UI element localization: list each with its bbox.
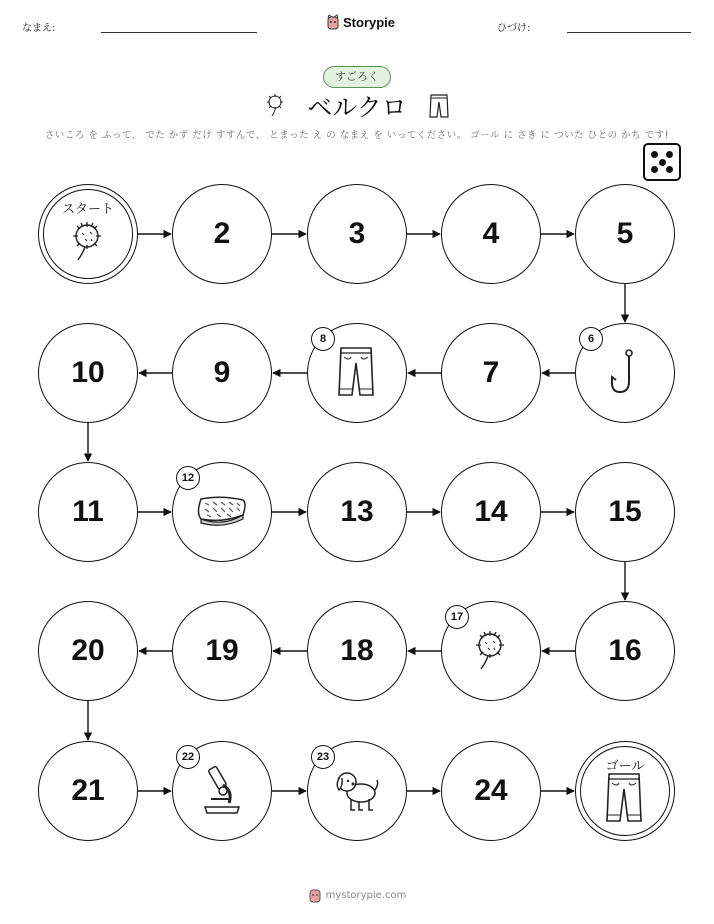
board-space-2 [172, 184, 272, 284]
board-space-3 [307, 184, 407, 284]
board-space-5 [575, 184, 675, 284]
board-space-12 [172, 462, 272, 562]
date-label: ひづけ: [497, 23, 531, 34]
space-number: 19 [205, 634, 239, 667]
board-space-19 [172, 601, 272, 701]
space-number-badge: 22 [176, 745, 200, 769]
board-space-4 [441, 184, 541, 284]
board-space-9 [172, 323, 272, 423]
space-number: 7 [482, 356, 500, 389]
space-number: 10 [71, 356, 105, 389]
board-space-22 [172, 741, 272, 841]
space-number: 24 [474, 774, 508, 807]
burr-icon [68, 219, 106, 267]
hook-icon [607, 347, 641, 401]
space-number: 21 [71, 774, 105, 807]
space-number: 4 [482, 217, 500, 250]
board-space-13 [307, 462, 407, 562]
board-space-18 [307, 601, 407, 701]
space-number: 18 [340, 634, 374, 667]
page-title: ベルクロ [307, 93, 407, 122]
footer [0, 887, 714, 903]
space-number: 2 [213, 217, 231, 250]
space-number: 14 [474, 495, 508, 528]
space-number: 16 [608, 634, 642, 667]
board-space-23 [307, 741, 407, 841]
board-space-17 [441, 601, 541, 701]
start-label: スタート [61, 202, 114, 217]
pants-icon [604, 771, 644, 829]
space-number: 3 [348, 217, 366, 250]
footer-site: mystorypie.com [325, 889, 407, 901]
scrub-pad-icon [193, 493, 249, 533]
category-pill: すごろく [323, 66, 391, 88]
space-number: 13 [340, 495, 374, 528]
storypie-mascot-icon [308, 887, 322, 903]
dog-icon [331, 766, 381, 818]
space-number: 20 [71, 634, 105, 667]
space-number-badge: 12 [176, 466, 200, 490]
instructions: さいころ を ふって、 でた かず だけ すすんで、 とまった え の なまえ を いってください。 ゴール に さき に ついた ひとの かち です! [44, 130, 670, 141]
board-space-6 [575, 323, 675, 423]
space-number: 11 [72, 495, 104, 528]
microscope-icon [199, 763, 243, 821]
space-number: 9 [213, 356, 231, 389]
board-space-10 [38, 323, 138, 423]
board-space-21 [38, 741, 138, 841]
space-number-badge: 17 [445, 605, 469, 629]
pants-icon [336, 345, 376, 403]
start-space [38, 184, 138, 284]
board-space-15 [575, 462, 675, 562]
name-label: なまえ: [22, 23, 56, 34]
goal-label: ゴール [605, 759, 645, 774]
board-space-14 [441, 462, 541, 562]
space-number: 15 [608, 495, 642, 528]
space-number: 5 [616, 217, 634, 250]
board-space-8 [307, 323, 407, 423]
space-number-badge: 6 [579, 327, 603, 351]
burr-icon [471, 628, 509, 676]
board-space-24 [441, 741, 541, 841]
space-number-badge: 23 [311, 745, 335, 769]
board-space-20 [38, 601, 138, 701]
space-number-badge: 8 [311, 327, 335, 351]
goal-space [575, 741, 675, 841]
brand-name: Storypie [343, 14, 396, 30]
board-space-11 [38, 462, 138, 562]
board-space-7 [441, 323, 541, 423]
board-space-16 [575, 601, 675, 701]
